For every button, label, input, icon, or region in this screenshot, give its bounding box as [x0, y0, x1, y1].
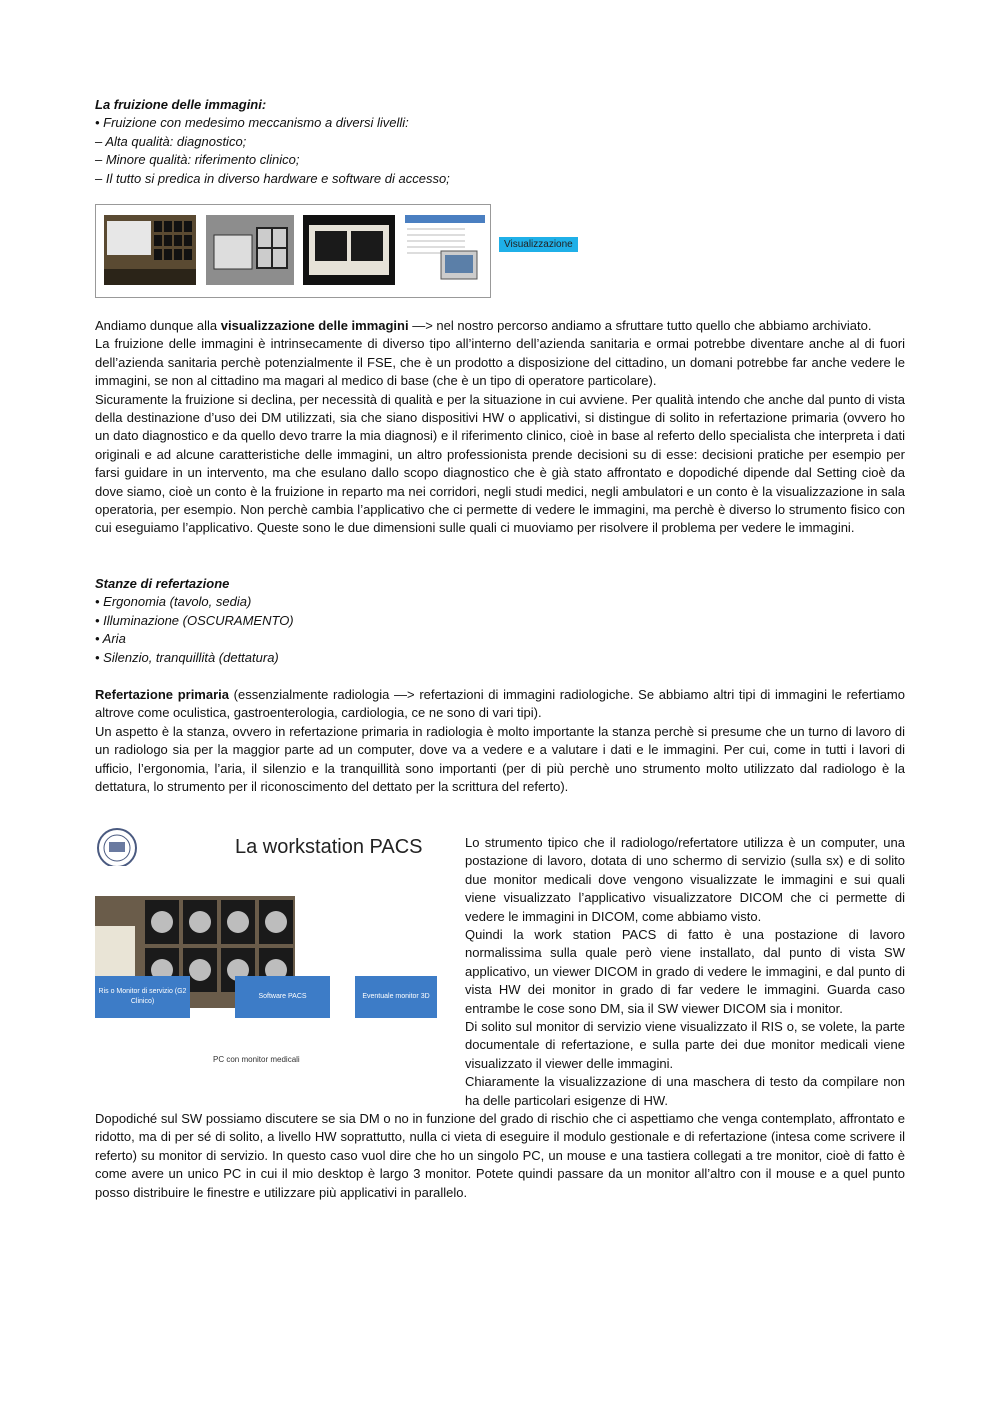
- workstation-photo: [104, 215, 196, 285]
- box-software-pacs: Software PACS: [235, 976, 330, 1018]
- visualization-label: Visualizzazione: [499, 237, 578, 252]
- box-monitor-3d: Eventuale monitor 3D: [355, 976, 437, 1018]
- list-item: • Silenzio, tranquillità (dettatura): [95, 649, 279, 665]
- list-item: – Alta qualità: diagnostico;: [95, 133, 247, 149]
- list-item: • Aria: [95, 631, 126, 647]
- paragraph-body: La fruizione delle immagini è intrinsecamente di diverso tipo all’interno dell’azienda sanitaria e ormai potrebbe diventare anche al di fuori dell’azienda sanitaria perchè potenzialmente il FSE, che è un prodotto a disposizione del cittadino, un domani potrebbe far anche vedere le immagini, se non al cittadino ma magari al medico di base (che è un tipo di operatore particolare).: [95, 336, 905, 389]
- section-title: La fruizione delle immagini:: [95, 97, 267, 112]
- paragraph-sw: [95, 1110, 905, 1202]
- dual-monitor-photo: [303, 215, 395, 285]
- list-item: • Fruizione con medesimo meccanismo a diversi livelli:: [95, 115, 409, 131]
- section-fruizione: [95, 96, 450, 188]
- list-item: • Ergonomia (tavolo, sedia): [95, 594, 252, 610]
- slide-title: La workstation PACS: [235, 836, 423, 858]
- paragraph-visualizzazione: Andiamo dunque alla visualizzazione delle immagini —> nel nostro percorso andiamo a sfruttare tutto quello che abbiamo archiviato. La fruizione delle immagini è intrinsecamente di diverso tipo all’interno dell’azienda sanitaria e ormai potrebbe diventare anche al di fuori dell’azienda sanitaria perchè potenzialmente il FSE, che è un prodotto a disposizione del cittadino, un domani potrebbe far anche vedere le immagini, se non al cittadino ma magari al medico di base (che è un tipo di operatore particolare). Sicuramente la fruizione si declina, per necessità di qualità e per la situazione in cui avviene. Per qualità intendo che anche dal punto di vista della destinazione d’uso dei DM utilizzati, sia che siano dispositivi HW o applicativi, si distingue di solito in refertazione primaria (ovvero ho un dato diagnostico e da quello devo trarre la mia diagnosi) e il riferimento clinico, cioè in base al referto dello specialista che interpreta i dati originali e ad alcune caratteristiche delle immagini, un altro professionista prende decisioni su di esse: decisioni pratiche per esempio per farsi guidare in un intervento, ma che esulano dallo scopo diagnostico che è già stato affrontato e dopodiché dipende dal Setting cioè da dove siamo, cioè un conto è la fruizione in reparto ma nei corridori, negli studi medici, negli ambulatori e un conto è la visualizzazione in sala operatoria, per esempio. Non perchè cambia l’applicativo che ci permette di vedere le immagini, ma perchè è diverso lo strumento fisico con cui eseguiamo l’applicativo. Queste sono le due dimensioni sulle quali ci muoviamo per risolvere il problema per vedere le immagini.: [95, 317, 905, 538]
- software-screenshot: [405, 215, 485, 285]
- monitor-photo: [206, 215, 294, 285]
- workstation-slide: [95, 822, 450, 1072]
- bold-term: visualizzazione delle immagini: [220, 318, 409, 333]
- paragraph-body: Chiaramente la visualizzazione di una maschera di testo da compilare non ha delle particolari esigenze di HW.: [465, 1074, 905, 1108]
- paragraph-body: Quindi la work station PACS di fatto è una postazione di lavoro normalissima sulla quale però viene installato, dal punto di vista SW applicativo, un viewer DICOM in grado di vedere le immagini, e dal punto di vista HW dei monitor in grado di far vedere le immagini. Guarda caso entrambe le cose sono DM, sia il SW viewer DICOM sia i monitor.: [465, 927, 905, 1016]
- list-item: – Minore qualità: riferimento clinico;: [95, 152, 300, 168]
- slide-caption: PC con monitor medicali: [213, 1055, 300, 1064]
- paragraph-pacs: [465, 834, 905, 1110]
- paragraph-refertazione: Refertazione primaria (essenzialmente radiologia —> refertazioni di immagini radiologiche. Se abbiamo altri tipi di immagini le refertiamo altrove come oculistica, gastroenterologia, cardiologia, ce ne sono di vari tipi). Un aspetto è la stanza, ovvero in refertazione primaria in radiologia è molto importante la stanza perchè si presume che un turno di lavoro di un radiologo sia per la maggior parte ad un computer, dove va a vedere e a valutare i dati e le immagini. Per cui, come in tutti i lavori di ufficio, l’ergonomia, l’aria, il silenzio e la tranquillità sono importanti (per di più perchè uno strumento molto utilizzato dal radiologo è la dettatura, lo strumento per il riconoscimento del dettato per la scrittura del referto).: [95, 686, 905, 796]
- paragraph-body: Sicuramente la fruizione si declina, per necessità di qualità e per la situazione in cui avviene. Per qualità intendo che anche dal punto di vista della destinazione d’uso dei DM utilizzati, sia che siano dispositivi HW o applicativi, si distingue di solito in refertazione primaria (ovvero ho un dato diagnostico e da quello devo trarre la mia diagnosi) e il riferimento clinico, cioè in base al referto dello specialista che interpreta i dati originali e ad alcune caratteristiche delle immagini, un altro professionista prende decisioni su di esse: decisioni pratiche per esempio per farsi guidare in un intervento, ma che esulano dallo scopo diagnostico che è già stato affrontato e dopodiché dipende dal Setting cioè da dove siamo, cioè un conto è la fruizione in reparto ma nei corridori, negli studi medici, negli ambulatori e un conto è la visualizzazione in sala operatoria, per esempio. Non perchè cambia l’applicativo che ci permette di vedere le immagini, ma perchè è diverso lo strumento fisico con cui eseguiamo l’applicativo. Queste sono le due dimensioni sulle quali ci muoviamo per risolvere il problema per vedere le immagini.: [95, 391, 905, 536]
- visualization-devices-image: [95, 204, 491, 298]
- section-title: Stanze di refertazione: [95, 576, 230, 591]
- paragraph-body: Dopodiché sul SW possiamo discutere se sia DM o no in funzione del grado di rischio che ci aspettiamo che venga contemplato, affrontato e ridotto, ma di per sé di solito, a livello HW soprattutto, nulla ci vieta di eseguire il modulo gestionale e di refertazione (intesa come scrivere il referto) su monitor di servizio. In questo caso vuol dire che ho un singolo PC, un mouse e una tastiera collegati a tre monitor, cioè di fatto è come avere un unico PC in cui il mio desktop è largo 3 monitor. Potete quindi passare da un monitor all’altro con il mouse e a quel punto posso distribuire le finestre e utilizzare più applicativi in parallelo.: [95, 1111, 905, 1200]
- bold-term: Refertazione primaria: [95, 687, 229, 702]
- box-ris-monitor: Ris o Monitor di servizio (G2 Clinico): [95, 976, 190, 1018]
- paragraph-body: Di solito sul monitor di servizio viene visualizzato il RIS o, se volete, la parte documentale di refertazione, e sulla parte dei due monitor medicali viene visualizzato il viewer delle immagini.: [465, 1019, 905, 1071]
- section-stanze: [95, 575, 294, 667]
- paragraph-body: Un aspetto è la stanza, ovvero in refertazione primaria in radiologia è molto importante la stanza perchè si presume che un turno di lavoro di un radiologo sia per la maggior parte ad un computer, dove va a vedere e a valutare i dati e le immagini. Per cui, come in tutti i lavori di ufficio, l’ergonomia, l’aria, il silenzio e la tranquillità sono importanti (per di più perchè uno strumento molto utilizzato dal radiologo è la dettatura, lo strumento per il riconoscimento del dettato per la scrittura del referto).: [95, 723, 905, 795]
- paragraph-body: Lo strumento tipico che il radiologo/refertatore utilizza è un computer, una postazione di lavoro, dotata di uno schermo di servizio (sulla sx) e di solito due monitor medicali dove vengono visualizzate le immagini e sui quali viene visualizzato l’applicativo visualizzatore DICOM che ci permette di vedere le immagini in DICOM, come abbiamo visto.: [465, 835, 905, 924]
- list-item: • Illuminazione (OSCURAMENTO): [95, 612, 294, 628]
- university-seal-icon: [95, 826, 143, 866]
- list-item: – Il tutto si predica in diverso hardware e software di accesso;: [95, 170, 450, 186]
